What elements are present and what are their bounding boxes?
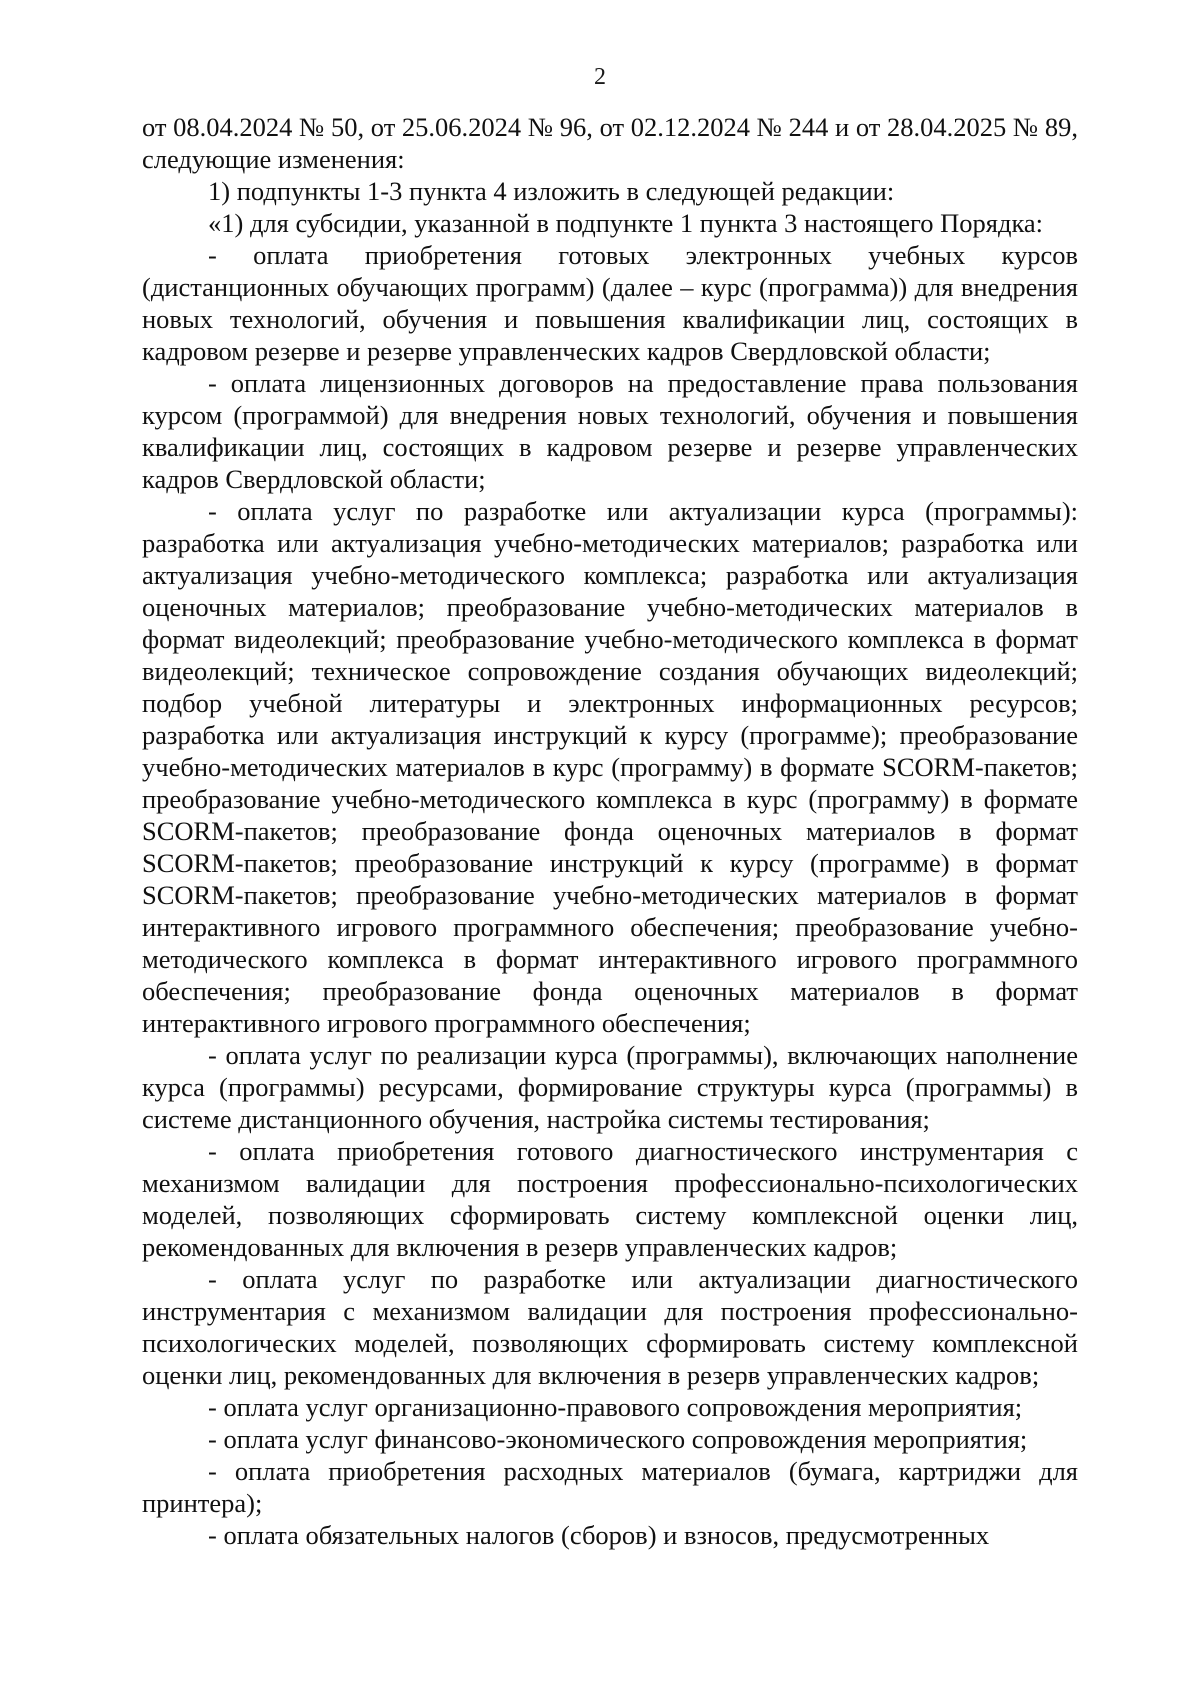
list-item-license-agreements: - оплата лицензионных договоров на предоставление права пользования курсом (программой) для внедрения новых технологий, обучения и повышения квалификации лиц, состоящих в кадровом резерве и резерве управленческих кадров Свердловской области; (142, 368, 1078, 494)
page-number: 2 (594, 64, 606, 90)
list-item-legal-support: - оплата услуг организационно-правового сопровождения мероприятия; (208, 1392, 1023, 1422)
list-item-course-development: - оплата услуг по разработке или актуализации курса (программы): разработка или актуализация учебно-методических материалов; разработка или актуализация учебно-методического комплекса; разработка или актуализация оценочных материалов; преобразование учебно-методических материалов в формат видеолекций; преобразование учебно-методического комплекса в формат видеолекций; техническое сопровождение создания обучающих видеолекций; подбор учебной литературы и электронных информационных ресурсов; разработка или актуализация инструкций к курсу (программе); преобразование учебно-методических материалов в курс (программу) в формате SCORM-пакетов; преобразование учебно-методического комплекса в курс (программу) в формате SCORM-пакетов; преобразование фонда оценочных материалов в формат SCORM-пакетов; преобразование инструкций к курсу (программе) в формат SCORM-пакетов; преобразование учебно-методических материалов в формат интерактивного игрового программного обеспечения; преобразование учебно-методического комплекса в формат интерактивного игрового программного обеспечения; преобразование фонда оценочных материалов в формат интерактивного игрового программного обеспечения; (142, 496, 1078, 1038)
list-item-financial-support: - оплата услуг финансово-экономического сопровождения мероприятия; (208, 1424, 1028, 1454)
list-item-taxes: - оплата обязательных налогов (сборов) и взносов, предусмотренных (208, 1520, 990, 1550)
paragraph-subsidy-heading: «1) для субсидии, указанной в подпункте 1 пункта 3 настоящего Порядка: (208, 208, 1044, 238)
list-item-diagnostic-tools-purchase: - оплата приобретения готового диагностического инструментария с механизмом валидации для построения профессионально-психологических моделей, позволяющих сформировать систему комплексной оценки лиц, рекомендованных для включения в резерв управленческих кадров; (142, 1136, 1078, 1262)
list-item-course-implementation: - оплата услуг по реализации курса (программы), включающих наполнение курса (программы) ресурсами, формирование структуры курса (программы) в системе дистанционного обучения, настройка системы тестирования; (142, 1040, 1078, 1134)
list-item-diagnostic-tools-development: - оплата услуг по разработке или актуализации диагностического инструментария с механизмом валидации для построения профессионально-психологических моделей, позволяющих сформировать систему комплексной оценки лиц, рекомендованных для включения в резерв управленческих кадров; (142, 1264, 1078, 1390)
document-body (142, 111, 1078, 1551)
list-item-consumables: - оплата приобретения расходных материалов (бумага, картриджи для принтера); (142, 1456, 1078, 1518)
list-item-purchase-courses: - оплата приобретения готовых электронных учебных курсов (дистанционных обучающих программ) (далее – курс (программа)) для внедрения новых технологий, обучения и повышения квалификации лиц, состоящих в кадровом резерве и резерве управленческих кадров Свердловской области; (142, 240, 1078, 366)
paragraph-item-1: 1) подпункты 1-3 пункта 4 изложить в следующей редакции: (208, 176, 895, 206)
paragraph-amendment-intro: от 08.04.2024 № 50, от 25.06.2024 № 96, от 02.12.2024 № 244 и от 28.04.2025 № 89, следующие изменения: (142, 112, 1078, 174)
